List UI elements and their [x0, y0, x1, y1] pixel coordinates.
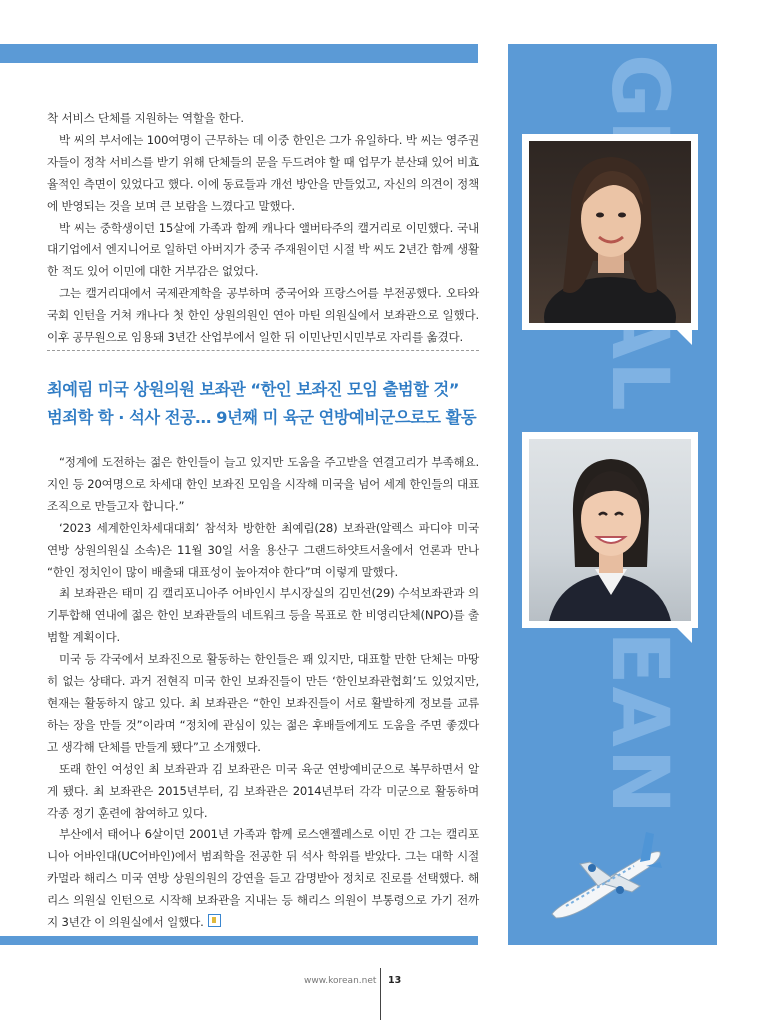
- page-number: 13: [388, 975, 402, 986]
- portrait-photo-choi: [529, 439, 691, 621]
- top-accent-bar: [0, 44, 478, 63]
- speech-bubble-tail: [676, 627, 692, 643]
- body-paragraph: 착 서비스 단체를 지원하는 역할을 한다.: [47, 111, 244, 125]
- airplane-icon: [546, 822, 664, 922]
- body-paragraph: 박 씨의 부서에는 100여명이 근무하는 데 이중 한인은 그가 유일하다. 박 씨는 영주권자들이 정착 서비스를 받기 위해 단체들의 문을 두드려야 할 때 업무가 분산돼 있어 비효율적인 측면이 있었다고 했다. 이에 동료들과 개선 방안을 만들었고, 자신의 의견이 정책에 반영되는 것을 보며 큰 보람을 느꼈다고 말했다.: [47, 132, 479, 213]
- side-panel: [508, 44, 717, 945]
- article-section-park: [47, 108, 479, 349]
- body-paragraph: 그는 캘거리대에서 국제관계학을 공부하며 중국어와 프랑스어를 부전공했다. 오타와 국회 인턴을 거쳐 캐나다 첫 한인 상원의원인 연아 마틴 의원실에서 보좌관으로 일했다. 이후 공무원으로 임용돼 3년간 산업부에서 일한 뒤 이민난민시민부로 자리를 옮겼다.: [47, 286, 479, 345]
- body-paragraph: ‘2023 세계한인차세대대회’ 참석차 방한한 최예림(28) 보좌관(알렉스 파디야 미국 연방 상원의원실 소속)은 11월 30일 서울 용산구 그랜드하얏트서울에서 언론과 만나 “한인 정치인이 많이 배출돼 대표성이 높아져야 한다”며 이렇게 말했다.: [47, 520, 479, 579]
- speech-bubble-photo-frame: [522, 134, 698, 330]
- footer-divider: [380, 968, 381, 1020]
- speech-bubble-tail: [676, 329, 692, 345]
- bottom-accent-bar: [0, 936, 478, 945]
- section-divider: [47, 350, 479, 351]
- body-paragraph: 미국 등 각국에서 보좌진으로 활동하는 한인들은 꽤 있지만, 대표할 만한 단체는 마땅히 없는 상태다. 과거 전현직 미국 한인 보좌진들이 만든 ‘한인보좌관협회’도 있었지만, 현재는 활동하지 않고 있다. 최 보좌관은 “한인 보좌진들이 서로 활발하게 정보를 교류하는 장을 만들 것”이라며 “정치에 관심이 있는 젊은 후배들에게도 도움을 주면 좋겠다고 생각해 단체를 만들게 됐다”고 소개했다.: [47, 652, 479, 754]
- body-paragraph: 박 씨는 중학생이던 15살에 가족과 함께 캐나다 앨버타주의 캘거리로 이민했다. 국내 대기업에서 엔지니어로 일하던 아버지가 중국 주재원이던 시절 박 씨도 2년간 함께 생활한 적도 있어 이민에 대한 거부감은 없었다.: [47, 220, 479, 279]
- body-paragraph: “정계에 도전하는 젊은 한인들이 늘고 있지만 도움을 주고받을 연결고리가 부족해요. 지인 등 20여명으로 차세대 한인 보좌진 모임을 시작해 미국을 넘어 세계 한인들의 대표 조직으로 만들고자 합니다.”: [47, 455, 479, 513]
- article-headline: [47, 376, 487, 432]
- body-paragraph: 또래 한인 여성인 최 보좌관과 김 보좌관은 미국 육군 연방예비군으로 복무하면서 알게 됐다. 최 보좌관은 2015년부터, 김 보좌관은 2014년부터 각각 미군으로 활동하며 각종 정기 훈련에 참여하고 있다.: [47, 761, 479, 820]
- body-paragraph: 최 보좌관은 태미 김 캘리포니아주 어바인시 부시장실의 김민선(29) 수석보좌관과 의기투합해 연내에 젊은 한인 보좌관들의 네트워크 등을 목표로 한 비영리단체(NPO)를 출범할 계획이다.: [47, 586, 479, 645]
- body-paragraph-text: 부산에서 태어나 6살이던 2001년 가족과 함께 로스앤젤레스로 이민 간 그는 캘리포니아 어바인대(UC어바인)에서 범죄학을 전공한 뒤 석사 학위를 받았다. 그는 대학 시절 카멀라 해리스 미국 연방 상원의원의 강연을 듣고 감명받아 정치로 진로를 선택했다. 해리스 의원실 인턴으로 시작해 보좌관을 지내는 등 해리스 의원이 부통령으로 가기 전까지 3년간 이 의원실에서 일했다.: [47, 827, 479, 930]
- headline-line-1: 최예림 미국 상원의원 보좌관 “한인 보좌진 모임 출범할 것”: [47, 380, 459, 399]
- footer-url: www.korean.net: [304, 976, 377, 986]
- portrait-photo-park: [529, 141, 691, 323]
- end-mark-icon: [208, 914, 221, 927]
- speech-bubble-photo-frame: [522, 432, 698, 628]
- article-section-choi: [47, 452, 479, 934]
- body-paragraph-last: [47, 824, 479, 934]
- headline-line-2: 범죄학 학 · 석사 전공… 9년째 미 육군 연방예비군으로도 활동: [47, 408, 477, 427]
